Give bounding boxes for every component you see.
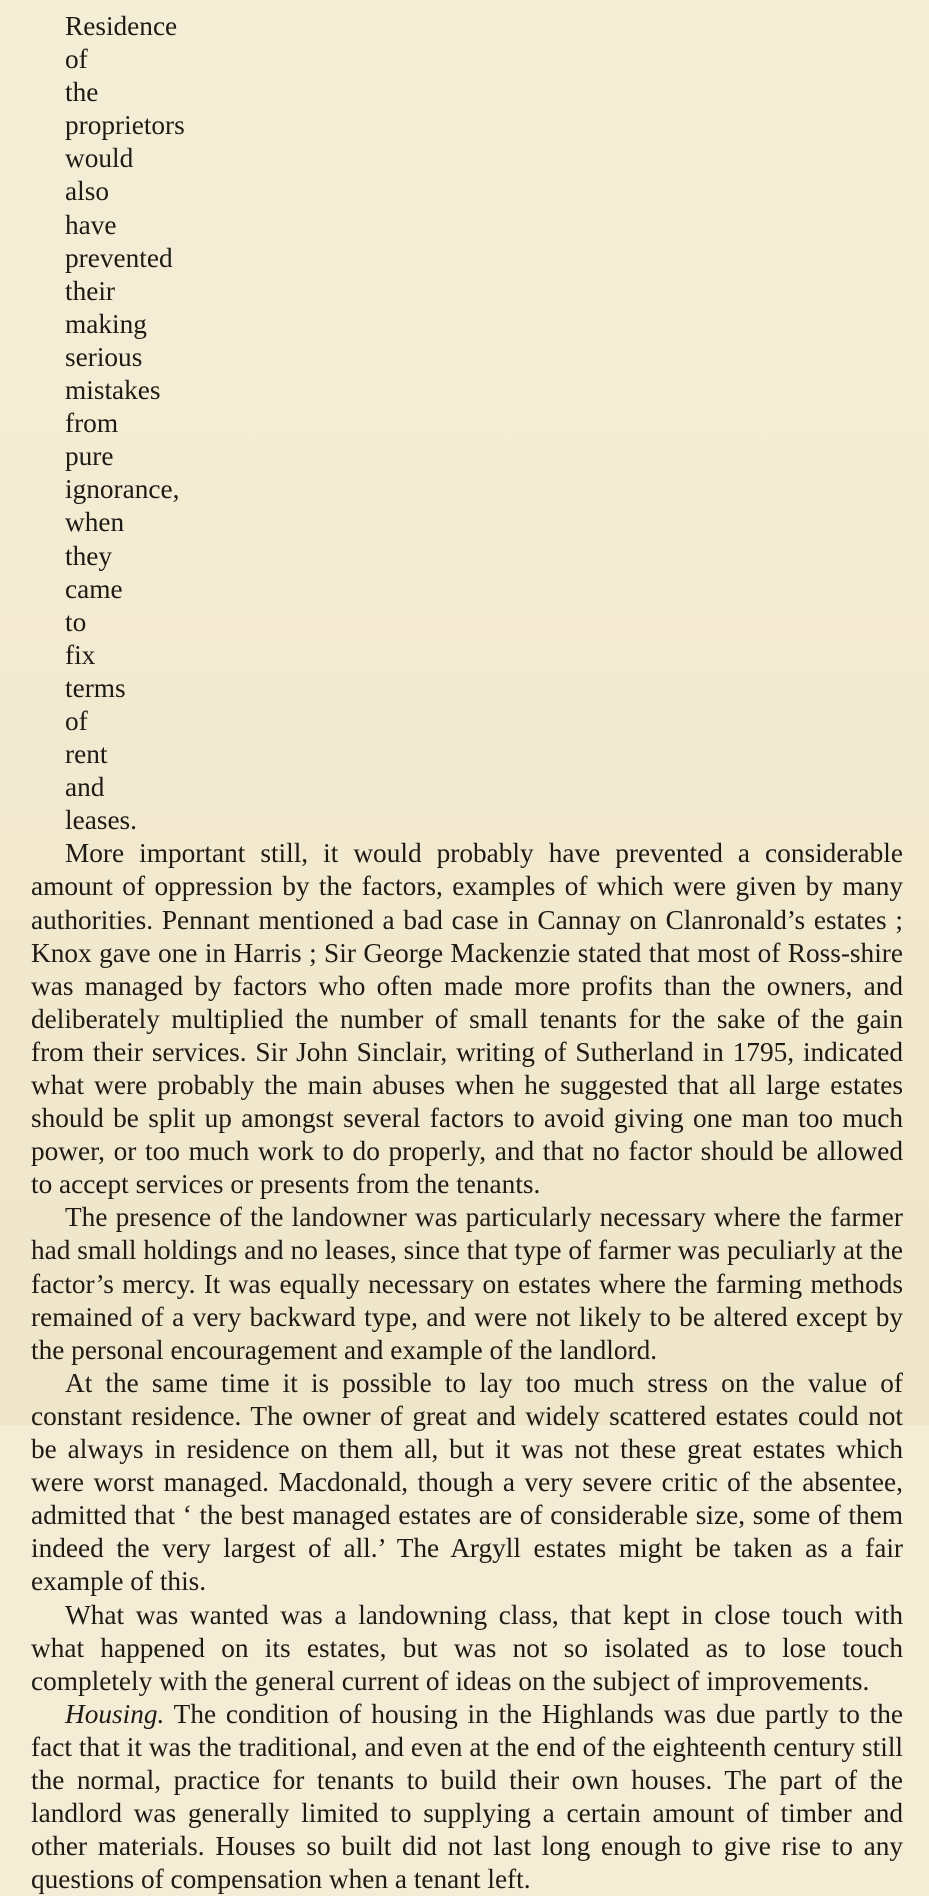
paragraph-constant-residence: At the same time it is possible to lay too much stress on the value of constant residence. The owner of great and widely scattered estates could not be always in residence on them all, but it was not these great estates which were worst managed. Macdonald, though a very severe critic of the absentee, admitted that ‘ the best managed estates are of considerable size, some of them indeed the very largest of all.’ The Argyll estates might be taken as a fair example of this.	[31, 1367, 903, 1597]
paragraph-text: Residence of the proprietors would also have prevented their making serious mistakes from pure ignorance, when they came to fix terms of rent and leases.	[65, 11, 185, 836]
paragraph-text: The condition of housing in the Highlands was due partly to the fact that it was the traditional, and even at the end of the eighteenth century still the normal, practice for tenants to build their own houses. The part of the landlord was generally limited to supplying a certain amount of timber and other materials. Houses so built did not last long enough to give rise to any questions of compensation when a tenant left.	[31, 1698, 903, 1895]
paragraph-housing	[31, 1698, 903, 1896]
paragraph-residence-continued	[31, 10, 903, 837]
section-heading-housing: Housing.	[65, 1698, 165, 1729]
paragraph-oppression-by-factors: More important still, it would probably have prevented a considerable amount of oppression by the factors, examples of which were given by many authorities. Pennant mentioned a bad case in Cannay on Clanronald’s estates ; Knox gave one in Harris ; Sir George Mackenzie stated that most of Ross-shire was managed by factors who often made more profits than the owners, and deliberately multiplied the number of small tenants for the sake of the gain from their services. Sir John Sinclair, writing of Sutherland in 1795, indicated what were probably the main abuses when he suggested that all large estates should be split up amongst several factors to avoid giving one man too much power, or too much work to do properly, and that no factor should be allowed to accept services or presents from the tenants.	[31, 838, 903, 1200]
paragraph-landowning-class: What was wanted was a landowning class, that kept in close touch with what happened on its estates, but was not so isolated as to lose touch completely with the general current of ideas on the subject of improvements.	[31, 1599, 903, 1696]
paragraph-presence-of-landowner: The presence of the landowner was particularly necessary where the farmer had small holdings and no leases, since that type of farmer was peculiarly at the factor’s mercy. It was equally necessary on estates where the farming methods remained of a very backward type, and were not likely to be altered except by the personal encouragement and example of the landlord.	[31, 1202, 903, 1365]
